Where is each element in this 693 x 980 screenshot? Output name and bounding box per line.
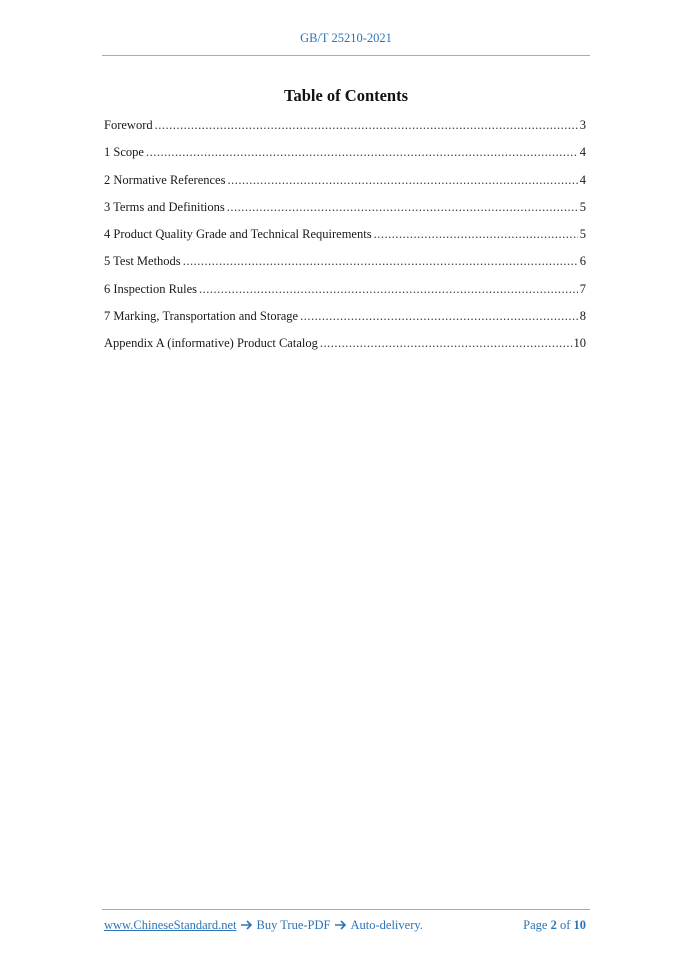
toc-entry-page: 5 <box>579 199 586 214</box>
current-page-number: 2 <box>550 918 557 932</box>
toc-entry-text: 5 Test Methods <box>104 254 181 269</box>
page-footer <box>104 918 586 933</box>
toc-entry-marking-transport[interactable] <box>104 309 586 336</box>
toc-leader-dots <box>227 200 578 215</box>
toc-entry-page: 10 <box>573 336 586 351</box>
toc-entry-page: 4 <box>579 172 586 187</box>
toc-entry-text: 2 Normative References <box>104 172 226 187</box>
toc-entry-terms-definitions[interactable] <box>104 200 586 227</box>
toc-leader-dots <box>374 227 578 242</box>
toc-leader-dots <box>155 118 578 133</box>
toc-entry-quality-grade[interactable] <box>104 227 586 254</box>
toc-list <box>104 118 586 364</box>
right-arrow-icon <box>241 920 253 930</box>
document-code-header: GB/T 25210-2021 <box>300 31 392 45</box>
toc-leader-dots <box>320 336 572 351</box>
right-arrow-icon <box>335 920 347 930</box>
toc-leader-dots <box>227 173 577 188</box>
toc-entry-page: 6 <box>579 254 586 269</box>
toc-entry-text: 7 Marking, Transportation and Storage <box>104 309 299 324</box>
toc-entry-page: 3 <box>579 118 586 132</box>
toc-entry-page: 7 <box>579 281 586 296</box>
toc-entry-normative-references[interactable] <box>104 173 586 200</box>
footer-divider <box>102 909 590 910</box>
toc-title: Table of Contents <box>283 86 409 105</box>
toc-leader-dots <box>146 145 578 160</box>
toc-entry-scope[interactable] <box>104 145 586 172</box>
toc-leader-dots <box>199 282 578 297</box>
toc-entry-foreword[interactable] <box>104 118 586 145</box>
footer-promo <box>104 918 423 933</box>
buy-true-pdf-text: Buy True-PDF <box>256 918 331 932</box>
toc-entry-appendix-a[interactable] <box>104 336 586 363</box>
of-word: of <box>559 918 571 932</box>
auto-delivery-text: Auto-delivery. <box>350 918 423 932</box>
website-link[interactable]: www.ChineseStandard.net <box>104 918 237 932</box>
toc-entry-text: 3 Terms and Definitions <box>104 199 225 214</box>
page-number-indicator <box>523 918 586 933</box>
page-word: Page <box>523 918 548 932</box>
toc-entry-text: Foreword <box>104 118 153 132</box>
toc-entry-inspection-rules[interactable] <box>104 282 586 309</box>
toc-entry-text: Appendix A (informative) Product Catalog <box>104 336 318 351</box>
toc-entry-page: 4 <box>579 145 586 160</box>
toc-entry-text: 6 Inspection Rules <box>104 281 198 296</box>
toc-entry-page: 8 <box>579 309 586 324</box>
toc-entry-text: 4 Product Quality Grade and Technical Requirements <box>104 227 372 242</box>
toc-leader-dots <box>183 254 578 269</box>
toc-entry-text: 1 Scope <box>104 145 144 160</box>
toc-entry-page: 5 <box>579 227 586 242</box>
toc-leader-dots <box>300 309 578 324</box>
total-page-count: 10 <box>573 918 586 932</box>
toc-entry-test-methods[interactable] <box>104 254 586 281</box>
header-divider <box>102 55 590 56</box>
